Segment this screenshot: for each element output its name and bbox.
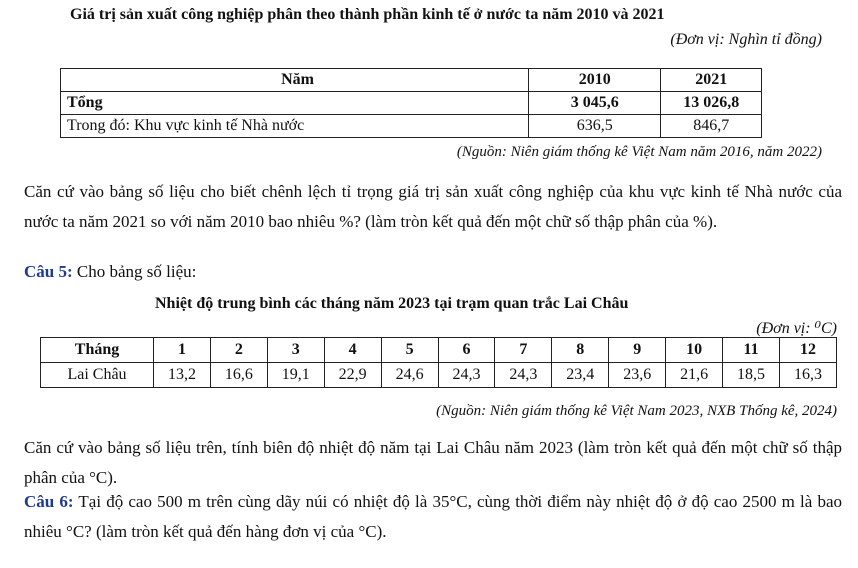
month-1: 1 [154,338,211,363]
row-label-total: Tổng [61,92,529,115]
header-year: Năm [61,69,529,92]
table-row [61,92,762,115]
temp-cell: 22,9 [324,363,381,388]
cell-total-2010: 3 045,6 [529,92,661,115]
month-2: 2 [210,338,267,363]
temp-cell: 23,4 [552,363,609,388]
month-5: 5 [381,338,438,363]
month-8: 8 [552,338,609,363]
month-4: 4 [324,338,381,363]
month-3: 3 [267,338,324,363]
question6-text [24,487,842,547]
question5-text: Căn cứ vào bảng số liệu trên, tính biên độ nhiệt độ năm tại Lai Châu năm 2023 (làm tròn kết quả đến một chữ số thập phân của °C). [24,438,842,487]
table-header-row [41,338,837,363]
question5-intro: Cho bảng số liệu: [72,262,197,281]
industrial-output-table [60,68,762,138]
table2-source: (Nguồn: Niên giám thống kê Việt Nam 2023, NXB Thống kê, 2024) [436,403,837,419]
header-2021: 2021 [661,69,762,92]
month-7: 7 [495,338,552,363]
table1-title: Giá trị sản xuất công nghiệp phân theo thành phần kinh tế ở nước ta năm 2010 và 2021 [70,6,665,23]
table2-title: Nhiệt độ trung bình các tháng năm 2023 tại trạm quan trắc Lai Châu [155,295,629,312]
table1-unit: (Đơn vị: Nghìn tỉ đồng) [670,31,822,48]
cell-total-2021: 13 026,8 [661,92,762,115]
cell-state-2010: 636,5 [529,115,661,138]
table2-unit: (Đơn vị: ⁰C) [756,320,837,337]
month-11: 11 [723,338,780,363]
row-label-state-sector: Trong đó: Khu vực kinh tế Nhà nước [61,115,529,138]
temp-cell: 13,2 [154,363,211,388]
question6-label: Câu 6: [24,492,74,511]
temp-cell: 19,1 [267,363,324,388]
month-12: 12 [779,338,836,363]
question6-body: Tại độ cao 500 m trên cùng dãy núi có nhiệt độ là 35°C, cùng thời điểm này nhiệt độ ở độ cao 2500 m là bao nhiêu °C? (làm tròn kết quả đến hàng đơn vị của °C). [24,492,842,541]
table-row [61,115,762,138]
question5-label: Câu 5: [24,262,73,281]
temp-cell: 24,3 [438,363,495,388]
temp-cell: 24,6 [381,363,438,388]
table-header-row [61,69,762,92]
month-6: 6 [438,338,495,363]
month-10: 10 [666,338,723,363]
question4-text: Căn cứ vào bảng số liệu cho biết chênh lệch tỉ trọng giá trị sản xuất công nghiệp của khu vực kinh tế Nhà nước của nước ta năm 2021 so với năm 2010 bao nhiêu %? (làm tròn kết quả đến một chữ số thập phân của %). [24,182,842,231]
header-2010: 2010 [529,69,661,92]
row-label-lai-chau: Lai Châu [41,363,154,388]
temperature-table [40,337,837,388]
temp-cell: 23,6 [609,363,666,388]
table-row [41,363,837,388]
temp-cell: 16,3 [779,363,836,388]
cell-state-2021: 846,7 [661,115,762,138]
header-month: Tháng [41,338,154,363]
month-9: 9 [609,338,666,363]
temp-cell: 24,3 [495,363,552,388]
temp-cell: 16,6 [210,363,267,388]
table1-source: (Nguồn: Niên giám thống kê Việt Nam năm 2016, năm 2022) [456,144,822,160]
question5-line [24,262,196,282]
temp-cell: 18,5 [723,363,780,388]
temp-cell: 21,6 [666,363,723,388]
